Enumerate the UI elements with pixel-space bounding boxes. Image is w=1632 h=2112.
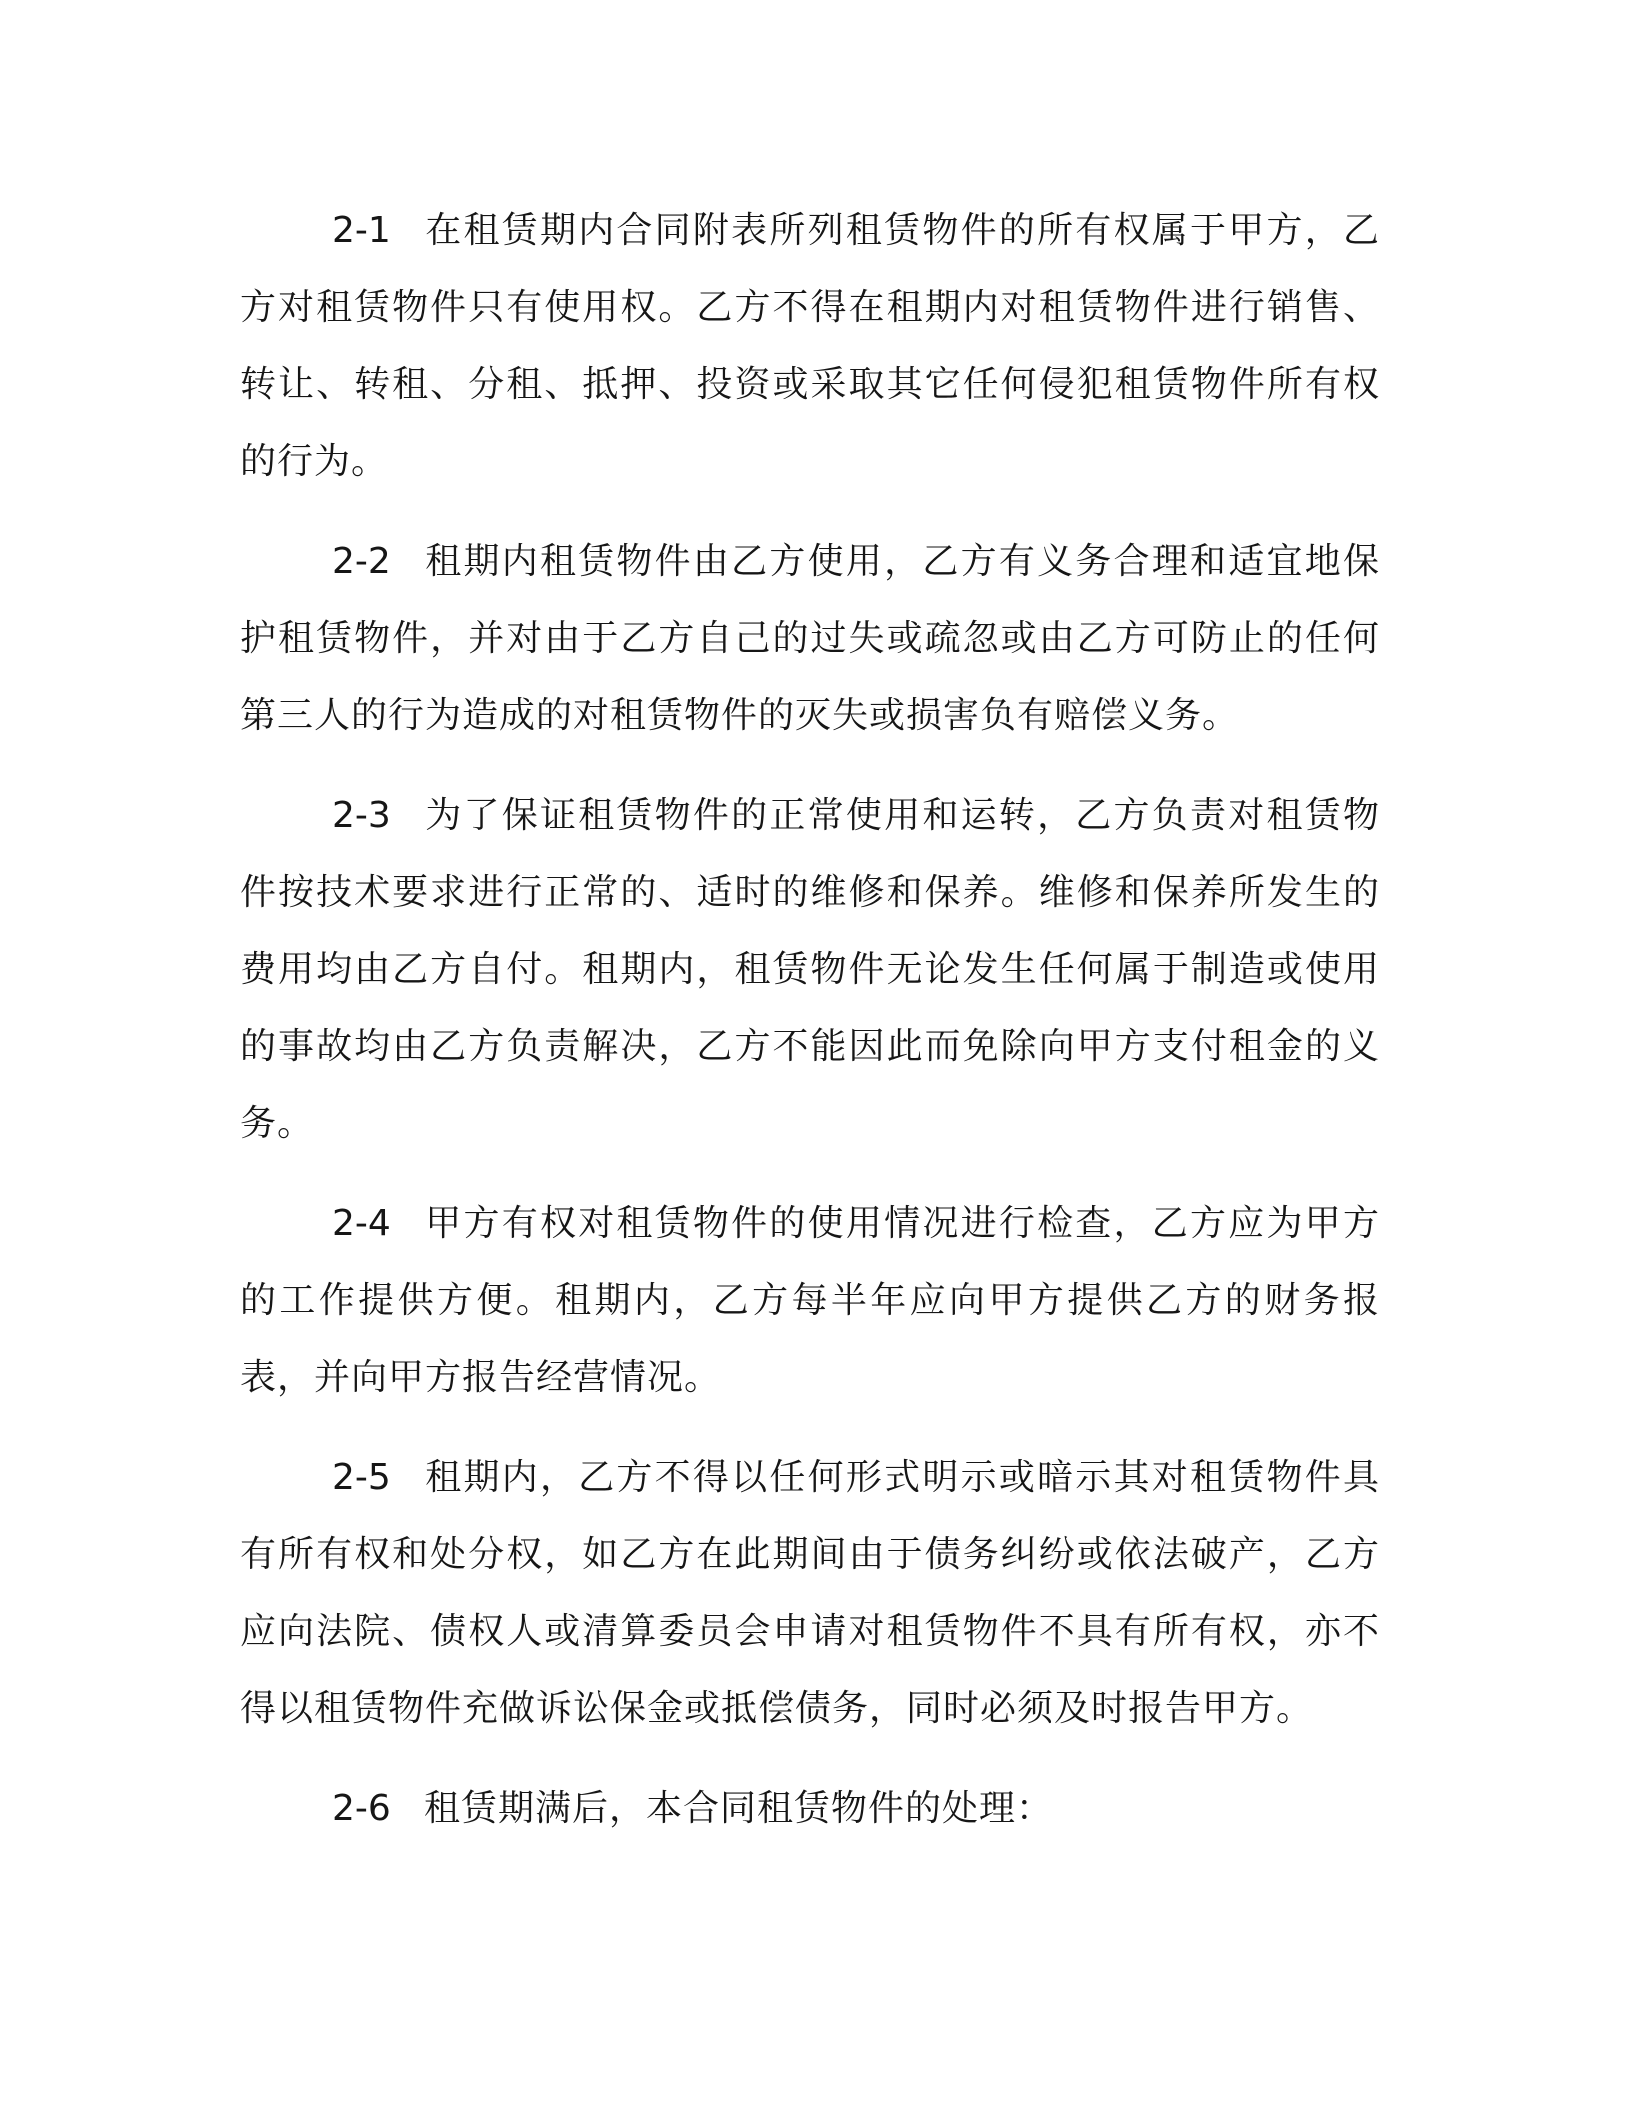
clause-text: 租期内，乙方不得以任何形式明示或暗示其对租赁物件具有所有权和处分权，如乙方在此期间由于债务纠纷或依法破产，乙方应向法院、债权人或清算委员会申请对租赁物件不具有所有权，亦不得以租赁物件充做诉讼保金或抵偿债务，同时必须及时报告甲方。 xyxy=(240,1457,1380,1729)
clause-text: 甲方有权对租赁物件的使用情况进行检查，乙方应为甲方的工作提供方便。租期内，乙方每半年应向甲方提供乙方的财务报表，并向甲方报告经营情况。 xyxy=(240,1203,1380,1398)
clause-number: 2-1 xyxy=(332,210,391,251)
clause-2-6 xyxy=(240,1770,1380,1847)
clause-2-4 xyxy=(240,1185,1380,1416)
clause-2-5 xyxy=(240,1439,1380,1747)
clause-text: 为了保证租赁物件的正常使用和运转，乙方负责对租赁物件按技术要求进行正常的、适时的维修和保养。维修和保养所发生的费用均由乙方自付。租期内，租赁物件无论发生任何属于制造或使用的事故均由乙方负责解决，乙方不能因此而免除向甲方支付租金的义务。 xyxy=(240,795,1380,1144)
clause-number: 2-2 xyxy=(332,541,391,582)
clause-2-1 xyxy=(240,192,1380,500)
clause-2-2 xyxy=(240,523,1380,754)
document-body xyxy=(240,192,1380,1870)
clause-number: 2-6 xyxy=(332,1788,391,1829)
clause-text: 租期内租赁物件由乙方使用，乙方有义务合理和适宜地保护租赁物件，并对由于乙方自己的过失或疏忽或由乙方可防止的任何第三人的行为造成的对租赁物件的灭失或损害负有赔偿义务。 xyxy=(240,541,1380,736)
clause-number: 2-3 xyxy=(332,795,391,836)
clause-text: 租赁期满后，本合同租赁物件的处理： xyxy=(424,1788,1054,1829)
clause-number: 2-5 xyxy=(332,1457,391,1498)
clause-2-3 xyxy=(240,777,1380,1162)
clause-number: 2-4 xyxy=(332,1203,391,1244)
clause-text: 在租赁期内合同附表所列租赁物件的所有权属于甲方，乙方对租赁物件只有使用权。乙方不得在租期内对租赁物件进行销售、转让、转租、分租、抵押、投资或采取其它任何侵犯租赁物件所有权的行为。 xyxy=(240,210,1380,482)
